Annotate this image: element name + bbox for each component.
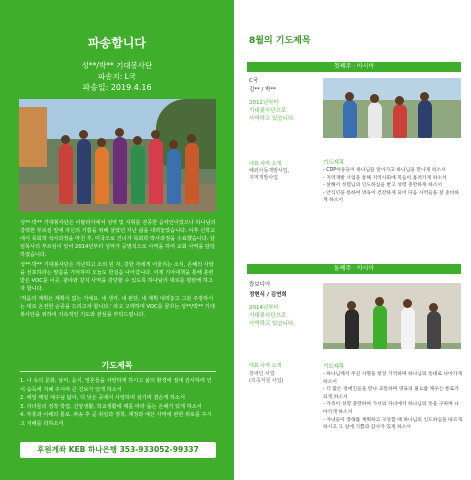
section-divider — [20, 371, 216, 372]
dispatch-date: 파송일: 2019.4.16 — [82, 83, 152, 92]
field-label: 대표 사역 소개 — [249, 363, 282, 369]
region-prayer-list — [323, 371, 463, 432]
prayer-item: 1. 나 속의 문화, 날씨, 음식, 영혼들을 사랑하게 하시고 삶의 환경에 절대 감사하며 언어 습득에 지혜 주시며 큰 진보가 있게 하소서 — [20, 378, 212, 393]
region-bar-week1: 첫째주 · 아시아 — [247, 62, 461, 72]
service-since-note: 2012년부터 기대봉사단으로 사역하고 있습니다. — [249, 100, 296, 122]
field-label: 대표 사역 소개 — [249, 161, 282, 167]
country-name: C국 — [249, 78, 259, 84]
region-prayer-title: 기도제목 — [323, 364, 345, 370]
story-paragraph: 성**·박** 기대봉사단은 가난하고 소외 된 자, 강한 자에게 어울리는 소식, 은혜의 사랑을 선포하라는 말씀을 기억하며 오늘도 한걸음 나아갑니다. 어제 기아대책을 통해 훈련받은 VOC를 이곳, 광야와 같지 사역을 감당할 수 있도록 하나님의 대로를 평탄케 하고자 합니다. — [20, 262, 214, 292]
story-paragraph: 성**·박** 기대봉사단은 이탈리아에서 성악 및 지휘를 전공한 음악인이었으나 하나님의 강력한 부르심 앞에 자신의 기쁨을 위해 살았던 지난 삶을 내려놓았습니다. 이후 신학교에서 목회학 석사과정을 마친 후, 미국으로 건너가 목회학 박사과정을 수료했습니다. 담임목사의 부르심이 있어 2014년부터 성악가 공명석으로 사역을 하며 교회 사역을 담당 하였습니다. — [20, 220, 216, 258]
region-prayer-item: - 하나님께서 주신 사명을 항상 기억하며 하나님의 뜻대로 나아가게 하소서 — [323, 372, 463, 385]
missionary-photo — [323, 283, 461, 349]
region-prayer-item: - 안식년을 통하여 영육이 건강하게 되어 다음 사역들을 잘 준비하게 하소서 — [323, 190, 459, 204]
story-paragraph: '처음의 계획은 계획이 없는 거예요. 내 생각, 내 판단, 내 계획 내려놓고 그분 주장하시는 대로 온전한 순종을 드리고자 합니다.' 라고 고백하며 VOC를 꿈꾸는 성**/박** 기대봉사단을 위하여 지속적인 기도와 관심을 부탁드립니다. — [20, 296, 215, 318]
monthly-prayer-panel — [237, 0, 471, 480]
service-since-note: 2014년부터 기대봉사단으로 사역하고 있습니다. — [249, 305, 296, 327]
donation-account: 후원계좌 KEB 하나은행 353-933052-99337 — [20, 442, 216, 458]
region-prayer-item: - 더 많은 장애인들을 만나 교통하며 영육의 필요를 채우는 통로가 되게 하소서 — [323, 387, 459, 400]
region-prayer-item: - 가족이 성령 충만하여 가서의 자녀에서 하나님의 뜻을 구하며 나아가게 하소서 — [323, 402, 459, 415]
prayer-item: 3. 자녀들의 정착 학업, 신앙생활, 학교생활에 때를 따라 돕는 은혜가 있게 하소서 — [20, 403, 202, 410]
prayer-item: 4. 부흥과 이해의 통로, 파송 후 곧 취임과 정착, 재정과 예산 사역에 관한 위로를 주시고 지혜를 더하소서 — [20, 412, 212, 427]
region-prayer-title: 기도제목 — [323, 160, 345, 166]
prayer-section-title: 기도제목 — [101, 361, 133, 370]
missionary-names: 성**/박** 기대봉사단 — [81, 61, 153, 70]
prayer-item: 2. 매일 매일 예수님 닮아, 더 낮은 곳에서 사랑하며 섬기며 겸손케 하소서 — [20, 395, 186, 401]
region-prayer-item: - 지역개발 사업을 통해 지역사회에 복음이 흘러가게 하소서 — [323, 175, 447, 181]
group-photo — [19, 99, 216, 212]
dispatch-story — [20, 219, 216, 321]
country-name: 캄보디아 — [249, 282, 271, 288]
field-value: 장애인 사업 (의족지원 사업) — [249, 371, 284, 384]
missionary-name: 김** / 박** — [249, 87, 276, 93]
region-bar-week2: 둘째주 · 아시아 — [247, 264, 461, 274]
prayer-list — [20, 377, 216, 428]
month-title: 8월의 기도제목 — [249, 36, 311, 46]
dispatch-panel — [0, 0, 234, 480]
region-prayer-item: - 자녀들이 장래를 계획하고 구상할 때 하나님의 인도하심을 따르게 하시고 그 일에 기쁨과 감사가 있게 하소서 — [323, 417, 463, 431]
field-value: 해외아동개발사업, 지역개발사업 — [249, 168, 290, 181]
missionary-photo — [323, 78, 461, 138]
missionary-name: 정현식 / 김연희 — [249, 292, 287, 298]
dispatch-title: 파송합니다 — [88, 36, 146, 50]
region-prayer-item: - CDP아동들이 하나님을 알아가고 하나님을 만나게 하소서 — [323, 168, 446, 173]
region-prayer-item: - 살해서 성령님의 인도하심을 받고 성령 충만하게 하소서 — [323, 183, 442, 189]
region-prayer-list — [323, 167, 463, 205]
dispatch-destination: 파송지: L국 — [97, 72, 137, 81]
